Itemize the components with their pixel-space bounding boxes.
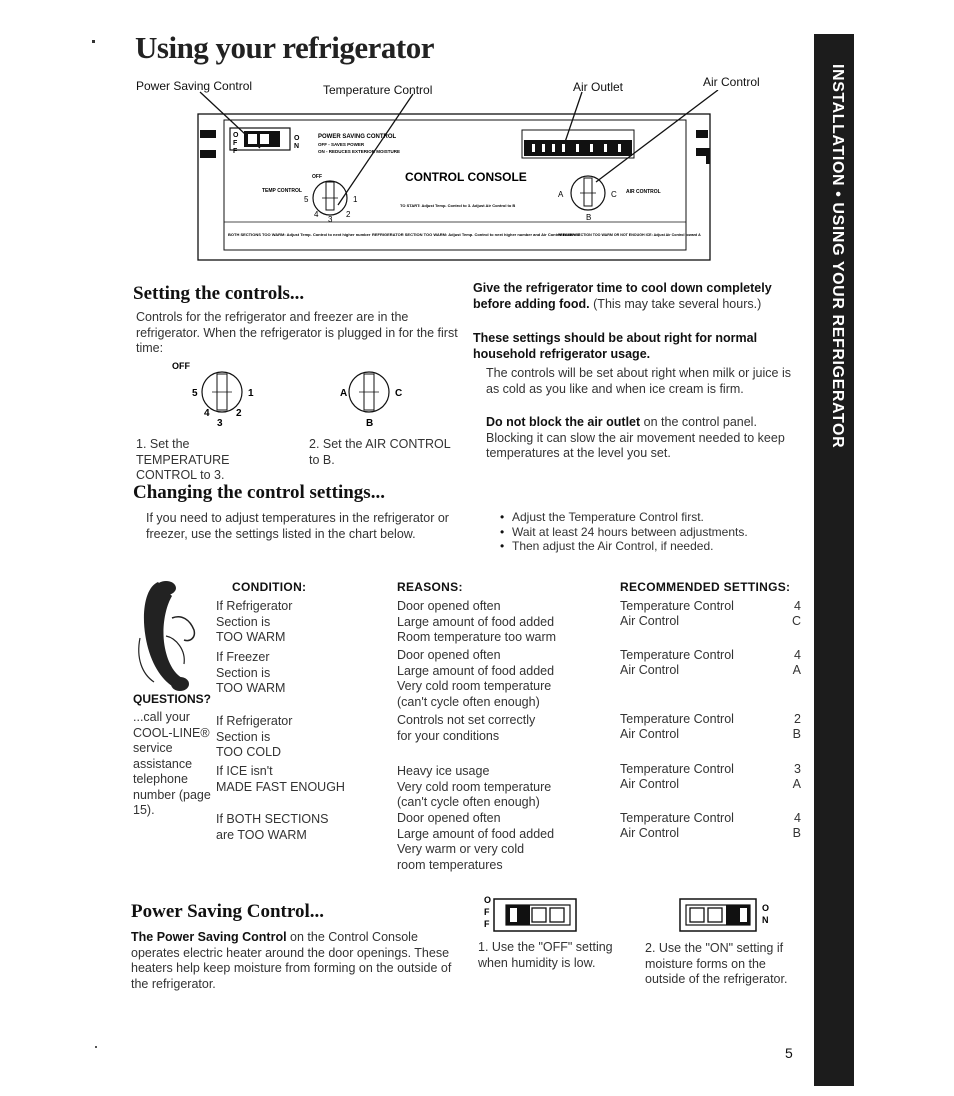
table-cell-condition: If Refrigerator Section is TOO COLD	[216, 714, 293, 759]
setting-right-bold-3: Do not block the air outlet	[486, 415, 641, 429]
label-temperature: Temperature Control	[323, 83, 433, 97]
label-air-control: Air Control	[703, 75, 760, 89]
switch-on-letter: O	[762, 903, 770, 913]
questions-heading: QUESTIONS?	[133, 692, 212, 706]
console-power-off: OFF - SAVES POWER	[318, 142, 365, 147]
table-cell-setting-value: 4	[794, 648, 801, 662]
setting-heading: Setting the controls...	[133, 283, 305, 304]
table-header-condition: CONDITION:	[232, 580, 307, 594]
table-header-reasons: REASONS:	[397, 580, 463, 594]
setting-intro: Controls for the refrigerator and freezer are in the refrigerator. When the refrigerator is plugged in for the first time:	[136, 310, 458, 355]
console-note: BOTH SECTIONS TOO WARM: Adjust Temp. Control to next higher number	[228, 232, 371, 237]
setting-dial-number: 3	[217, 418, 223, 428]
setting-right-text-2: The controls will be set about right when milk or juice is as cold as you like and when ice cream is firm.	[486, 366, 791, 396]
table-cell-setting-name: Temperature Control	[620, 648, 734, 662]
power-heading: Power Saving Control...	[131, 901, 324, 922]
console-dial-number: 2	[346, 210, 351, 219]
setting-right-bold-1: Give the refrigerator time to cool down completely before adding food.	[473, 281, 772, 311]
changing-bullet: • Wait at least 24 hours between adjustments.	[512, 525, 812, 540]
label-air-outlet: Air Outlet	[573, 80, 624, 94]
console-dial-number: 5	[304, 195, 309, 204]
table-cell-condition: If ICE isn't MADE FAST ENOUGH	[216, 764, 345, 794]
console-air-letter: B	[586, 213, 592, 222]
power-desc: on the Control Console operates electric heater around the door openings. These heaters help keep moisture from forming on the outside of the refrigerator.	[131, 930, 452, 991]
changing-heading: Changing the control settings...	[133, 482, 385, 503]
table-cell-setting-name: Temperature Control	[620, 712, 734, 726]
table-cell-reasons: Controls not set correctly for your conditions	[397, 713, 536, 743]
table-cell-condition: If Refrigerator Section is TOO WARM	[216, 599, 293, 644]
setting-air-letter: B	[366, 418, 374, 428]
console-dial-number: 1	[353, 195, 358, 204]
console-air-letter: A	[558, 190, 564, 199]
table-cell-setting-value: 4	[794, 599, 801, 613]
table-cell-setting-name: Air Control	[620, 826, 680, 840]
table-cell-setting-name: Air Control	[620, 614, 680, 628]
switch-on-diagram	[678, 893, 774, 937]
setting-right-text-3: on the control panel. Blocking it can slow the air movement needed to keep temperatures at the level you set.	[486, 415, 785, 460]
console-off-label: OFF	[312, 174, 322, 180]
switch-on-letter: N	[762, 915, 769, 925]
setting-dial-number: 5	[192, 388, 198, 399]
table-cell-reasons: Door opened often Large amount of food added Very warm or very cold room temperatures	[397, 811, 555, 872]
sidebar-label: INSTALLATION • USING YOUR REFRIGERATOR	[829, 64, 846, 449]
setting-right-para-3	[486, 415, 803, 462]
console-note: REFRIGERATOR SECTION TOO WARM: Adjust Temp. Control to next higher number and Air Control toward C	[372, 232, 581, 237]
corner-mark	[92, 40, 95, 43]
console-start-text: TO START: Adjust Temp. Control to 3. Adjust Air Control to B	[400, 203, 516, 208]
setting-right-text-1: (This may take several hours.)	[589, 296, 762, 311]
power-bold: The Power Saving Control	[131, 930, 287, 944]
console-power-on: ON - REDUCES EXTERIOR MOISTURE	[318, 149, 401, 154]
questions-text: ...call your COOL-LINE® service assistance telephone number (page 15).	[133, 710, 211, 817]
changing-bullet: • Adjust the Temperature Control first.	[512, 510, 812, 525]
console-switch-letter: O	[233, 132, 239, 139]
console-switch-letter: F	[233, 148, 238, 155]
label-power-saving: Power Saving Control	[136, 79, 253, 93]
setting-right-bold-2: These settings should be about right for normal household refrigerator usage.	[473, 331, 758, 361]
table-cell-reasons: Heavy ice usage Very cold room temperature (can't cycle often enough)	[397, 764, 552, 809]
console-switch-letter: N	[294, 143, 300, 150]
changing-bullets	[500, 510, 812, 554]
section-sidebar	[814, 34, 854, 1086]
table-cell-setting-value: A	[792, 663, 801, 677]
console-air-letter: C	[611, 190, 617, 199]
table-cell-setting-name: Temperature Control	[620, 599, 734, 613]
console-note: FREEZER SECTION TOO WARM OR NOT ENOUGH ICE: Adjust Air Control toward A	[558, 233, 701, 237]
table-cell-setting-name: Temperature Control	[620, 811, 734, 825]
setting-dial-number: 1	[248, 388, 254, 399]
switch-off-letter: F	[484, 919, 490, 929]
table-cell-setting-name: Air Control	[620, 663, 680, 677]
setting-air-letter: C	[395, 388, 403, 399]
console-switch-letter: O	[294, 135, 300, 142]
changing-intro: If you need to adjust temperatures in the refrigerator or freezer, use the settings listed in the chart below.	[146, 511, 449, 541]
page-title: Using your refrigerator	[135, 30, 434, 65]
page-number: 5	[785, 1045, 793, 1061]
switch-off-letter: O	[484, 895, 492, 905]
setting-dial-number: 2	[236, 408, 242, 419]
table-cell-reasons: Door opened often Large amount of food added Very cold room temperature (can't cycle often enough)	[397, 648, 555, 709]
table-cell-setting-name: Air Control	[620, 777, 680, 791]
console-air-label: AIR CONTROL	[626, 189, 661, 195]
console-dial-number: 3	[328, 215, 333, 224]
table-cell-setting-value: B	[792, 727, 801, 741]
changing-bullet: • Then adjust the Air Control, if needed.	[512, 539, 812, 554]
table-cell-setting-name: Air Control	[620, 727, 680, 741]
table-cell-setting-value: C	[791, 614, 801, 628]
setting-air-letter: A	[340, 388, 348, 399]
power-step-1: 1. Use the "OFF" setting when humidity is low.	[478, 940, 613, 970]
margin-mark	[95, 1046, 97, 1048]
table-cell-setting-value: 4	[794, 811, 801, 825]
table-cell-reasons: Door opened often Large amount of food added Room temperature too warm	[397, 599, 557, 644]
setting-right-para-1	[473, 281, 803, 312]
table-cell-setting-name: Temperature Control	[620, 762, 734, 776]
power-text	[131, 930, 461, 992]
power-step-2: 2. Use the "ON" setting if moisture forms on the outside of the refrigerator.	[645, 941, 788, 986]
switch-off-diagram	[484, 893, 580, 937]
setting-dial-number: 4	[204, 408, 210, 419]
setting-off-label: OFF	[172, 361, 190, 371]
switch-off-letter: F	[484, 907, 490, 917]
control-console-diagram	[190, 90, 720, 265]
telephone-illustration	[136, 578, 206, 696]
setting-dials-diagram	[170, 358, 430, 428]
table-cell-setting-value: A	[792, 777, 801, 791]
table-cell-setting-value: 2	[794, 712, 801, 726]
setting-step-1: 1. Set the TEMPERATURE CONTROL to 3.	[136, 437, 230, 482]
table-cell-condition: If BOTH SECTIONS are TOO WARM	[216, 812, 329, 842]
console-temp-label: TEMP CONTROL	[262, 188, 302, 194]
console-heading: CONTROL CONSOLE	[405, 170, 527, 184]
table-cell-setting-value: 3	[794, 762, 801, 776]
console-switch-letter: F	[233, 140, 238, 147]
console-power-title: POWER SAVING CONTROL	[318, 134, 397, 140]
table-header-settings: RECOMMENDED SETTINGS:	[620, 580, 791, 594]
setting-step-2: 2. Set the AIR CONTROL to B.	[309, 437, 451, 467]
table-cell-setting-value: B	[792, 826, 801, 840]
table-cell-condition: If Freezer Section is TOO WARM	[216, 650, 286, 695]
console-dial-number: 4	[314, 210, 319, 219]
